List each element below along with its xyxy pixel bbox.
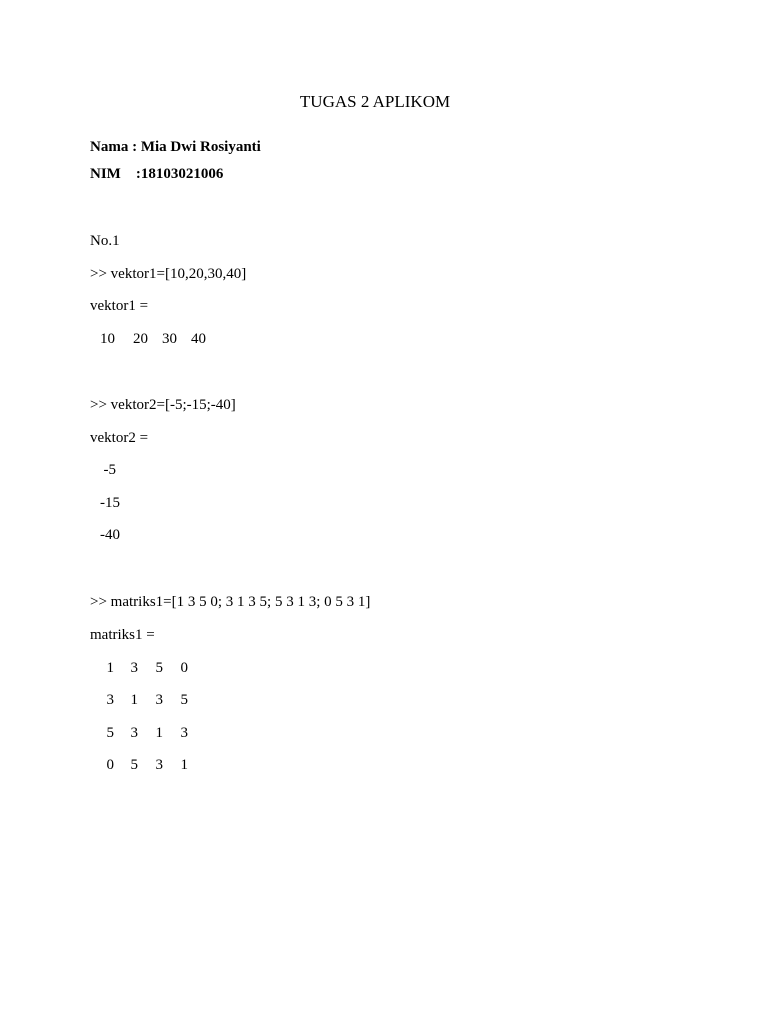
student-name: Nama : Mia Dwi Rosiyanti	[90, 139, 261, 155]
vektor2-value: -40	[100, 527, 120, 543]
vektor1-value: 10	[100, 331, 115, 347]
matriks1-label: matriks1 =	[90, 627, 155, 643]
vektor1-label: vektor1 =	[90, 298, 149, 314]
matriks1-cell: 0	[180, 660, 188, 676]
matriks1-cell: 1	[106, 660, 114, 676]
matriks1-cell: 1	[180, 757, 188, 773]
document-title: TUGAS 2 APLIKOM	[299, 92, 451, 111]
vektor2-command: >> vektor2=[-5;-15;-40]	[90, 397, 236, 413]
matriks1-cell: 0	[106, 757, 114, 773]
vektor1-command: >> vektor1=[10,20,30,40]	[90, 266, 247, 282]
matriks1-cell: 5	[106, 725, 114, 741]
matriks1-cell: 3	[155, 757, 163, 773]
matriks1-cell: 3	[130, 725, 138, 741]
matriks1-cell: 3	[180, 725, 188, 741]
matriks1-command: >> matriks1=[1 3 5 0; 3 1 3 5; 5 3 1 3; 0 5 3 1]	[90, 594, 371, 610]
matriks1-cell: 1	[130, 692, 138, 708]
matriks1-cell: 3	[106, 692, 114, 708]
student-nim: NIM :18103021006	[90, 166, 224, 182]
matriks1-cell: 3	[155, 692, 163, 708]
matriks1-cell: 5	[130, 757, 138, 773]
matriks1-cell: 3	[130, 660, 138, 676]
matriks1-cell: 1	[155, 725, 163, 741]
vektor2-label: vektor2 =	[90, 430, 149, 446]
vektor2-value: -15	[100, 495, 120, 511]
vektor1-value: 30	[162, 331, 177, 347]
vektor1-value: 40	[191, 331, 206, 347]
section-number: No.1	[90, 233, 120, 249]
vektor1-value: 20	[133, 331, 148, 347]
matriks1-cell: 5	[180, 692, 188, 708]
vektor2-value: -5	[103, 462, 116, 478]
matriks1-cell: 5	[155, 660, 163, 676]
